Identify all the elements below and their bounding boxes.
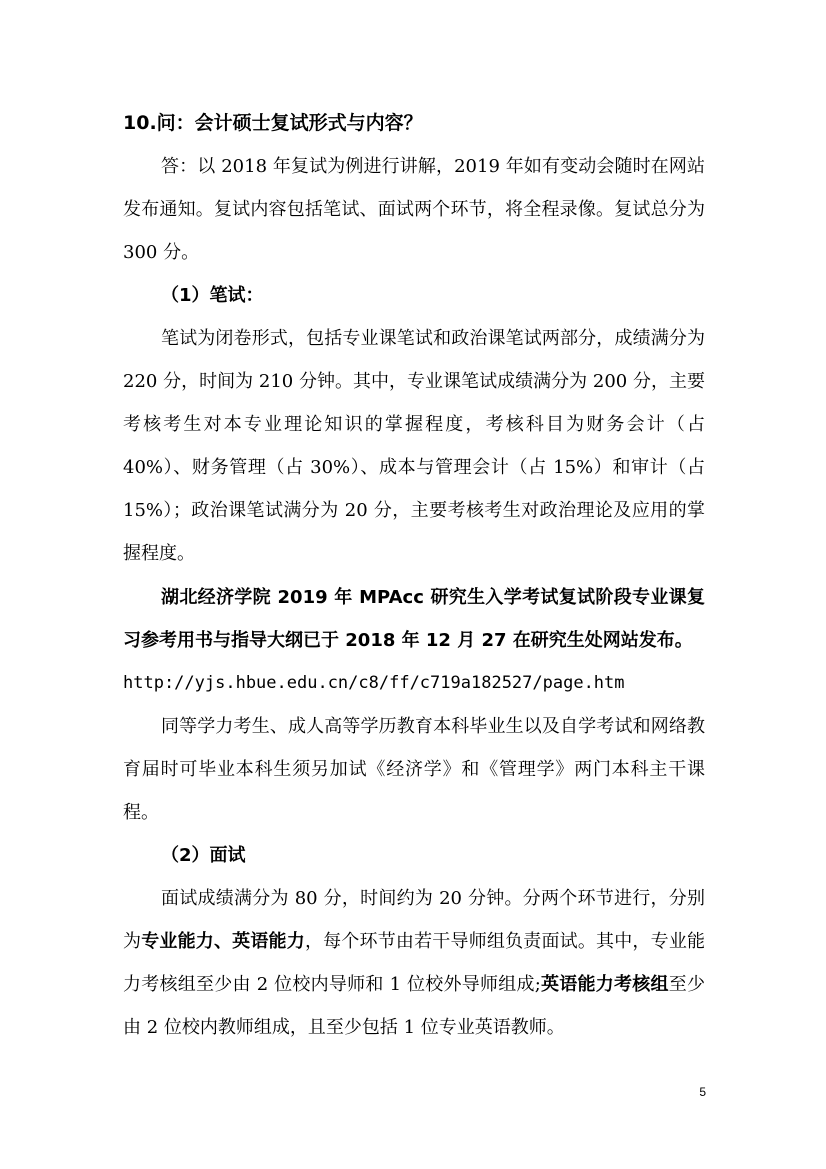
notice-paragraph: 湖北经济学院 2019 年 MPAcc 研究生入学考试复试阶段专业课复习参考用书与指导大纲已于 2018 年 12 月 27 在研究生处网站发布。 [123,587,705,651]
interview-text-2: ，每个环节由若干导师组负责面试。其中，专业能力考核组至少由 2 位校内导师和 1 位校外导师组成; [123,931,706,995]
answer-paragraph: 答：以 2018 年复试为例进行讲解，2019 年如有变动会随时在网站发布通知。复试内容包括笔试、面试两个环节，将全程录像。复试总分为 300 分。 [123,156,705,263]
interview-heading: （2）面试 [161,845,246,866]
written-exam-paragraph: 笔试为闭卷形式，包括专业课笔试和政治课笔试两部分，成绩满分为 220 分，时间为 210 分钟。其中，专业课笔试成绩满分为 200 分，主要考核考生对本专业理论知识的掌握程度，考核科目为财务会计（占 40%）、财务管理（占 30%）、成本与管理会计（占 15%）和审计（占 15%）；政治课笔试满分为 20 分，主要考核考生对政治理论及应用的掌握程度。 [123,328,705,564]
written-exam-heading: （1）笔试： [161,285,264,306]
interview-bold-abilities: 专业能力、英语能力 [141,931,305,952]
extra-exam-paragraph: 同等学力考生、成人高等学历教育本科毕业生以及自学考试和网络教育届时可毕业本科生须另加试《经济学》和《管理学》两门本科主干课程。 [123,716,705,823]
page-number: 5 [699,1085,706,1099]
reference-url[interactable]: http://yjs.hbue.edu.cn/c8/ff/c719a182527/page.htm [123,673,625,693]
interview-text-1: 面试成绩满分为 80 分，时间约为 20 分钟。分两个环节进行，分别为 [123,888,705,952]
interview-paragraph [123,877,705,1049]
question-title: 10.问：会计硕士复试形式与内容？ [123,112,423,134]
interview-text-3: 至少由 2 位校内教师组成，且至少包括 1 位专业英语教师。 [123,974,706,1038]
interview-bold-english-group: 英语能力考核组 [540,974,669,995]
